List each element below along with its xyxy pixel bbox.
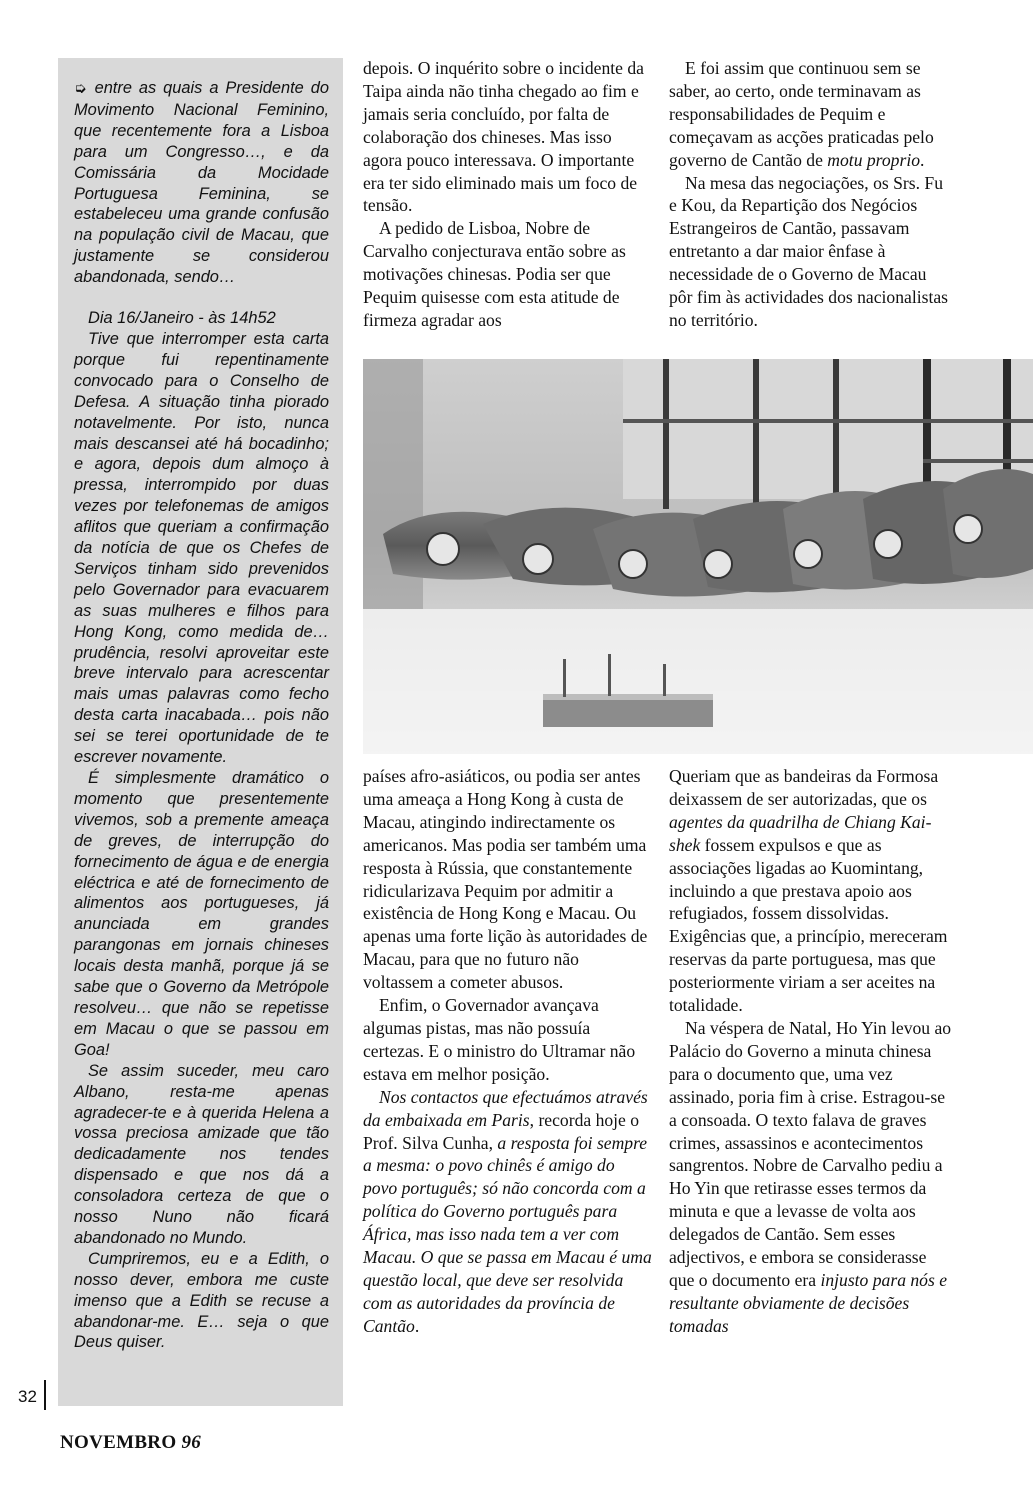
body-text: , recorda hoje o Prof. Silva Cunha, <box>363 1109 640 1153</box>
body-text: Queriam que as bandeiras da Formosa deixassem de ser autorizadas, que os <box>669 766 939 809</box>
body-paragraph: Enfim, o Governador avançava algumas pistas, mas não possuía certezas. E o ministro do Ultramar não estava em melhor posição. <box>363 995 636 1084</box>
body-text: . <box>414 1315 420 1336</box>
quote-paragraph <box>363 1086 653 1338</box>
page-number-rule <box>44 1380 46 1410</box>
page-number: 32 <box>18 1387 37 1406</box>
body-paragraph <box>669 765 954 1017</box>
letter-date: Dia 16/Janeiro - às 14h52 <box>88 309 276 328</box>
sidebar-paragraph: Se assim suceder, meu caro Albano, resta-me apenas agradecer-te e à querida Helena a vossa preciosa amizade que tão dedicadamente nos tendes dispensado e que nos dá a consoladora certeza de que o nosso Nuno não ficará abandonado no Mundo. <box>74 1061 329 1247</box>
sidebar-paragraph <box>74 78 329 288</box>
body-text: E foi assim que continuou sem se saber, ao certo, onde terminavam as responsabilidades de Pequim e começavam as acções praticadas pelo governo de Cantão de <box>669 58 934 170</box>
arrow-right-icon: ➭ <box>74 80 87 97</box>
emphasis-text: injusto para nós e resultante obviamente de decisões tomadas <box>669 1269 948 1336</box>
column-a-bottom <box>363 765 653 1338</box>
body-text: Na véspera de Natal, Ho Yin levou ao Palácio do Governo a minuta chinesa para o documento que, uma vez assinado, poria fim à crise. Estragou-se a consoada. O texto falava de graves crimes, assassinos e acontecimentos sangrentos. Nobre de Carvalho pediu a Ho Yin que retirasse esses termos da minuta e que a levasse de volta aos delegados de Cantão. Sem esses adjectivos, e embora se considerasse que o documento era <box>669 1017 952 1290</box>
sidebar-letter <box>58 58 343 1406</box>
sidebar-paragraph: É simplesmente dramático o momento que presentemente vivemos, sob a premente ameaça de greves, de interrupção do fornecimento de água e de energia eléctrica e até de fornecimento de alimentos aos portugueses, já anunciada em grandes parangonas em jornais chineses locais desta manhã, porque já se sabe que o Governo da Metrópole resolveu… que não se repetisse em Macau o que se passou em Goa! <box>74 769 329 1059</box>
photo-coffins <box>363 359 1033 754</box>
footer-year: 96 <box>181 1432 202 1453</box>
body-paragraph: depois. O inquérito sobre o incidente da Taipa ainda não tinha chegado ao fim e jamais seria concluído, por falta de colaboração dos chineses. Mas isso agora pouco interessava. O importante era ter sido eliminado mais um foco de tensão. <box>363 58 644 216</box>
emphasis-text: agentes da quadrilha de Chiang Kai-shek <box>669 811 932 855</box>
sidebar-paragraph: Cumpriremos, eu e a Edith, o nosso dever, embora me custe imenso que a Edith se recuse a abandonar-me. E… seja o que Deus quiser. <box>74 1249 329 1352</box>
body-paragraph <box>669 57 954 172</box>
emphasis-text: motu proprio <box>827 149 920 170</box>
body-paragraph: A pedido de Lisboa, Nobre de Carvalho conjecturava então sobre as motivações chinesas. Podia ser que Pequim quisesse com esta atitude de firmeza agradar aos <box>363 218 626 330</box>
column-a-top <box>363 57 653 332</box>
coffins-photo-illustration <box>363 359 1033 754</box>
emphasis-text: Nos contactos que efectuámos através da embaixada em Paris <box>363 1086 648 1130</box>
column-b-bottom <box>669 765 954 1338</box>
sidebar-text: entre as quais a Presidente do Movimento Nacional Feminino, que recentemente fora a Lisboa para um Congresso…, e da Comissária da Mocidade Portuguesa Feminina, se estabeleceu uma grande confusão na população civil de Macau, que justamente se considerou abandonada, sendo… <box>74 79 329 287</box>
column-b-top <box>669 57 954 332</box>
body-text: fossem expulsos e que as associações ligadas ao Kuomintang, incluindo a que prestava apoio aos refugiados, fossem dissolvidas. Exigências que, a princípio, mereceram reservas da parte portuguesa, mas que posteriormente viriam a ser aceites na totalidade. <box>669 834 948 1016</box>
body-paragraph: países afro-asiáticos, ou podia ser antes uma ameaça a Hong Kong à custa de Macau, atingindo indirectamente os americanos. Mas podia ser também uma resposta à Rússia, que constantemente ridicularizava Pequim por admitir a existência de Hong Kong e Macau. Ou apenas uma forte lição às autoridades de Macau, para que no futuro não voltassem a cometer abusos. <box>363 766 648 993</box>
sidebar-paragraph: Tive que interromper esta carta porque fui repentinamente convocado para o Conselho de Defesa. A situação tinha piorado notavelmente. Por isto, nunca mais descansei até há bocadinho; e agora, depois dum almoço à pressa, interrompido por duas vezes por telefonemas de amigos aflitos que queriam a confirmação da notícia de que os Chefes de Serviços tinham sido prevenidos pelo Governador para evacuarem as suas mulheres e filhos para Hong Kong, como medida de… prudência, resolvi aproveitar este breve intervalo para acrescentar mais umas palavras como fecho desta carta inacabada… pois não sei se terei oportunidade de te escrever novamente. <box>74 329 329 767</box>
body-paragraph: Na mesa das negociações, os Srs. Fu e Kou, da Repartição dos Negócios Estrangeiros de Cantão, passavam entretanto a dar maior ênfase à necessidade de o Governo de Macau pôr fim às actividades dos nacionalistas no território. <box>669 172 948 330</box>
body-paragraph <box>669 1017 954 1338</box>
emphasis-text: a resposta foi sempre a mesma: o povo chinês é amigo do povo português; só não concorda com a política do Governo português para África, mas isso nada tem a ver com Macau. O que se passa em Macau é uma questão local, que deve ser resolvida com as autoridades da província de Cantão <box>363 1132 652 1336</box>
body-text: . <box>920 149 925 170</box>
footer-month: NOVEMBRO <box>60 1432 177 1453</box>
issue-footer <box>60 1432 201 1454</box>
